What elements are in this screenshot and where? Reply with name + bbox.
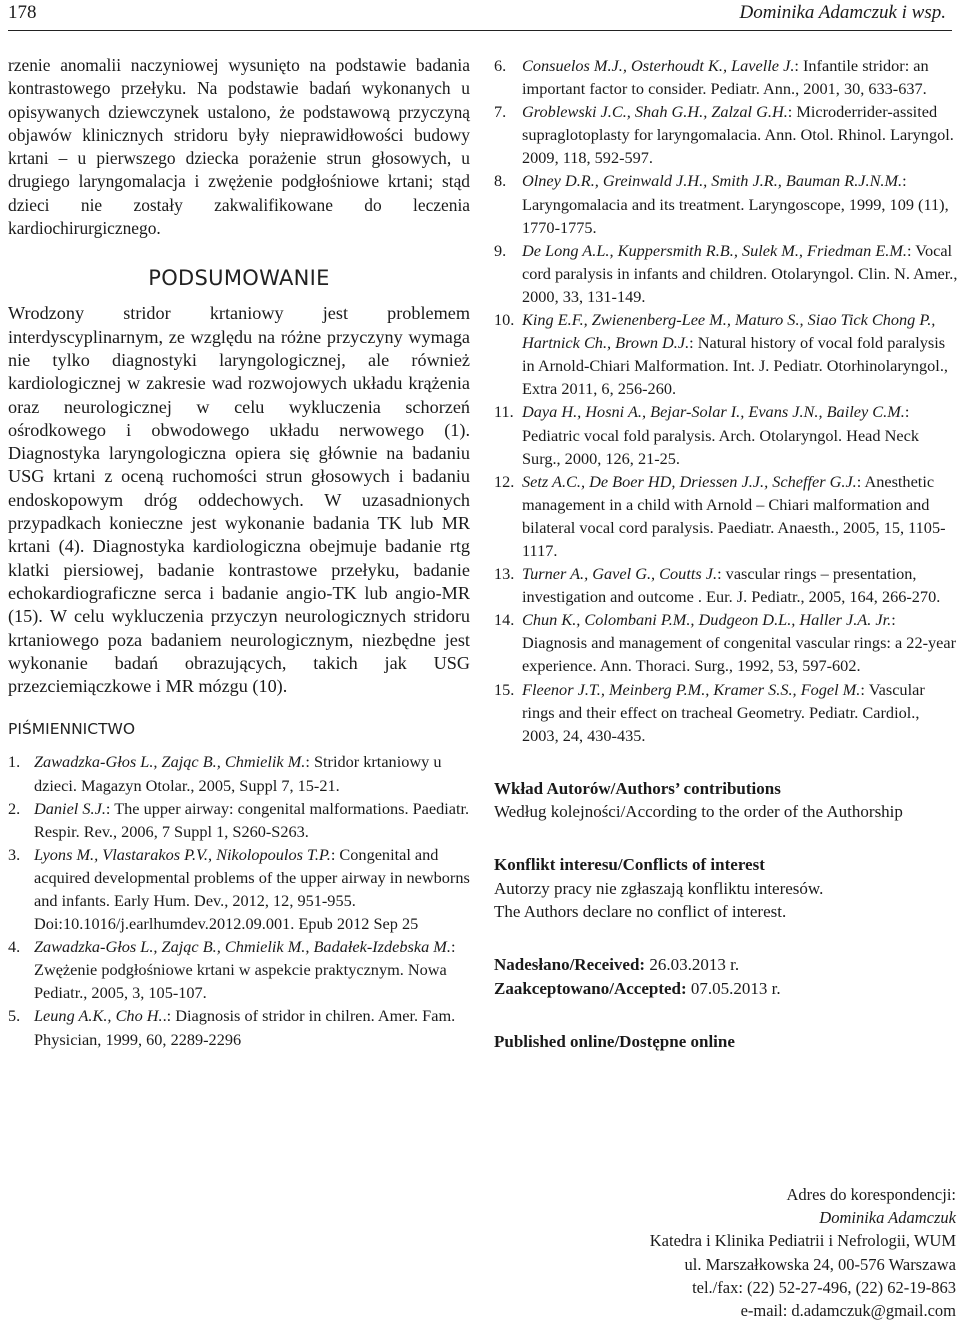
page-header (8, 0, 952, 31)
summary-paragraph: Wrodzony stridor krtaniowy jest problemem interdyscyplinarnym, ze względu na różne przyczyny wymaga nie tylko diagnostyki laryngologicznej, ale również kardiologicznej w zakresie wad rozwojowych układu krążenia oraz neurologicznej w celu wykluczenia schorzeń ośrodkowego i obwodowego układu nerwowego (1). Diagnostyka laryngologiczna opiera się głównie na badaniu USG krtani z oceną ruchomości strun głosowych i badaniu endoskopowym dróg oddechowych. W uzasadnionych przypadkach konieczne jest wykonanie badania TK lub MR krtani (4). Diagnostyka kardiologiczna obejmuje badanie rtg klatki piersiowej, badanie kontrastowe przełyku, badanie echokardiograficzne serca i badanie angio-TK lub angio-MR (15). W celu wykluczenia przyczyn neurologicznych stridoru krtaniowego poza badaniem neurologicznym, niezbędne jest wykonanie badań obrazujących, takich jak USG przezciemiączkowe i MR mózgu (10). (8, 303, 470, 697)
reference-item: 6. Consuelos M.J., Osterhoudt K., Lavelle J.: Infantile stridor: an important factor to consider. Pediatr. Ann., 2001, 30, 633-637. (494, 56, 929, 99)
address-dept: Katedra i Klinika Pediatrii i Nefrologii, WUM (649, 1231, 956, 1251)
page-number: 178 (8, 2, 37, 23)
references-heading: PIŚMIENNICTWO (8, 720, 136, 739)
published-line: Published online/Dostępne online (494, 1031, 735, 1051)
address-street: ul. Marszałkowska 24, 00-576 Warszawa (684, 1254, 956, 1274)
intro-paragraph: rzenie anomalii naczyniowej wysunięto na podstawie badania kontrastowego przełyku. Na podstawie badań wykonanych u opisywanych dziewczynek ustalono, że podstawową przyczyną objawów klinicznych stridoru były nieprawidłowości budowy krtani – u pierwszego dziecka porażenie strun głosowych, u drugiego laryngomalacja i zwężenie podgłośniowe krtani; stąd dzieci nie zostały zakwalifikowane do leczenia kardiochirurgicznego. (8, 55, 470, 239)
accepted-line: Zaakceptowano/Accepted: 07.05.2013 r. (494, 978, 781, 998)
conflict-text-pl: Autorzy pracy nie zgłaszają konfliktu interesów. (494, 878, 824, 898)
contributions-text: Według kolejności/According to the order of the Authorship (494, 802, 903, 822)
published-block (494, 1030, 958, 1053)
reference-item: 5. Leung A.K., Cho H..: Diagnosis of stridor in chilren. Amer. Fam. Physician, 1999, 60, 2289-2296 (8, 1006, 456, 1049)
reference-item: 11. Daya H., Hosni A., Bejar-Solar I., Evans J.N., Bailey C.M.: Pediatric vocal fold paralysis. Arch. Otolaryngol. Head Neck Surg., 2000, 126, 21-25. (494, 402, 919, 468)
reference-item: 1. Zawadzka-Głos L., Zając B., Chmielik M.: Stridor krtaniowy u dzieci. Magazyn Otolar., 2005, Suppl 7, 15-21. (8, 752, 442, 795)
reference-list-left (8, 750, 470, 1050)
summary-heading: PODSUMOWANIE (148, 266, 330, 291)
left-column (8, 54, 470, 1051)
contributions-heading: Wkład Autorów/Authors’ contributions (494, 778, 781, 798)
reference-item: 9. De Long A.L., Kuppersmith R.B., Sulek M., Friedman E.M.: Vocal cord paralysis in infants and children. Otolaryngol. Clin. N. Amer., 2000, 33, 131-149. (494, 240, 958, 306)
reference-item: 7. Groblewski J.C., Shah G.H., Zalzal G.H.: Microderrider-assited supraglotoplasty for laryngomalacia. Ann. Otol. Rhinol. Laryngol. 2009, 118, 592-597. (494, 102, 954, 168)
correspondence-address (536, 1183, 956, 1322)
right-column (494, 54, 958, 1053)
reference-list-right (494, 54, 958, 747)
address-email: e-mail: d.adamczuk@gmail.com (740, 1301, 956, 1321)
conflict-heading: Konflikt interesu/Conflicts of interest (494, 855, 765, 875)
reference-item: 8. Olney D.R., Greinwald J.H., Smith J.R., Bauman R.J.N.M.: Laryngomalacia and its treatment. Laryngoscope, 1999, 109 (11), 1770-1775. (494, 171, 949, 237)
reference-item: 13. Turner A., Gavel G., Coutts J.: vascular rings – presentation, investigation and outcome . Eur. J. Pediatr., 2005, 164, 266-270. (494, 564, 941, 607)
address-name: Dominika Adamczuk (819, 1208, 956, 1228)
reference-item: 3. Lyons M., Vlastarakos P.V., Nikolopoulos T.P.: Congenital and acquired developmental problems of the upper airway in newborns and infants. Early Hum. Dev., 2012, 12, 951-955. Doi:10.1016/j.earlhumdev.2012.09.001. Epub 2012 Sep 25 (8, 844, 470, 934)
conflict-block (494, 853, 958, 923)
dates-block (494, 953, 958, 1000)
reference-item: 15. Fleenor J.T., Meinberg P.M., Kramer S.S., Fogel M.: Vascular rings and their effect on tracheal Geometry. Pediatr. Cardiol., 2003, 24, 430-435. (494, 679, 925, 745)
reference-item: 12. Setz A.C., De Boer HD, Driessen J.J., Scheffer G.J.: Anesthetic management in a child with Arnold – Chiari malformation and bilateral vocal cord paralysis. Paediatr. Anaesth., 2005, 15, 1105-1117. (494, 471, 946, 560)
conflict-text-en: The Authors declare no conflict of interest. (494, 902, 787, 921)
reference-item: 2. Daniel S.J.: The upper airway: congenital malformations. Paediatr. Respir. Rev., 2006, 7 Suppl 1, S260-S263. (8, 798, 470, 841)
reference-item: 14. Chun K., Colombani P.M., Dudgeon D.L., Haller J.A. Jr.: Diagnosis and management of congenital vascular rings: a 22-year experience. Ann. Thoraci. Surg., 1992, 53, 597-602. (494, 610, 957, 676)
reference-item: 4. Zawadzka-Głos L., Zając B., Chmielik M., Badałek-Izdebska M.: Zwężenie podgłośniowe krtani w aspekcie praktycznym. Nowa Pediatr., 2005, 3, 105-107. (8, 937, 456, 1003)
running-title: Dominika Adamczuk i wsp. (739, 2, 946, 23)
address-phone: tel./fax: (22) 52-27-496, (22) 62-19-863 (692, 1277, 956, 1297)
reference-item: 10. King E.F., Zwienenberg-Lee M., Maturo S., Siao Tick Chong P., Hartnick Ch., Brown D.J.: Natural history of vocal fold paralysis in Arnold-Chiari Malformation. Int. J. Pediatr. Otorhinolaryngol., Extra 2011, 6, 256-260. (494, 310, 948, 399)
received-line: Nadesłano/Received: 26.03.2013 r. (494, 955, 740, 975)
address-label: Adres do korespondencji: (786, 1185, 956, 1204)
contributions-block (494, 777, 958, 824)
